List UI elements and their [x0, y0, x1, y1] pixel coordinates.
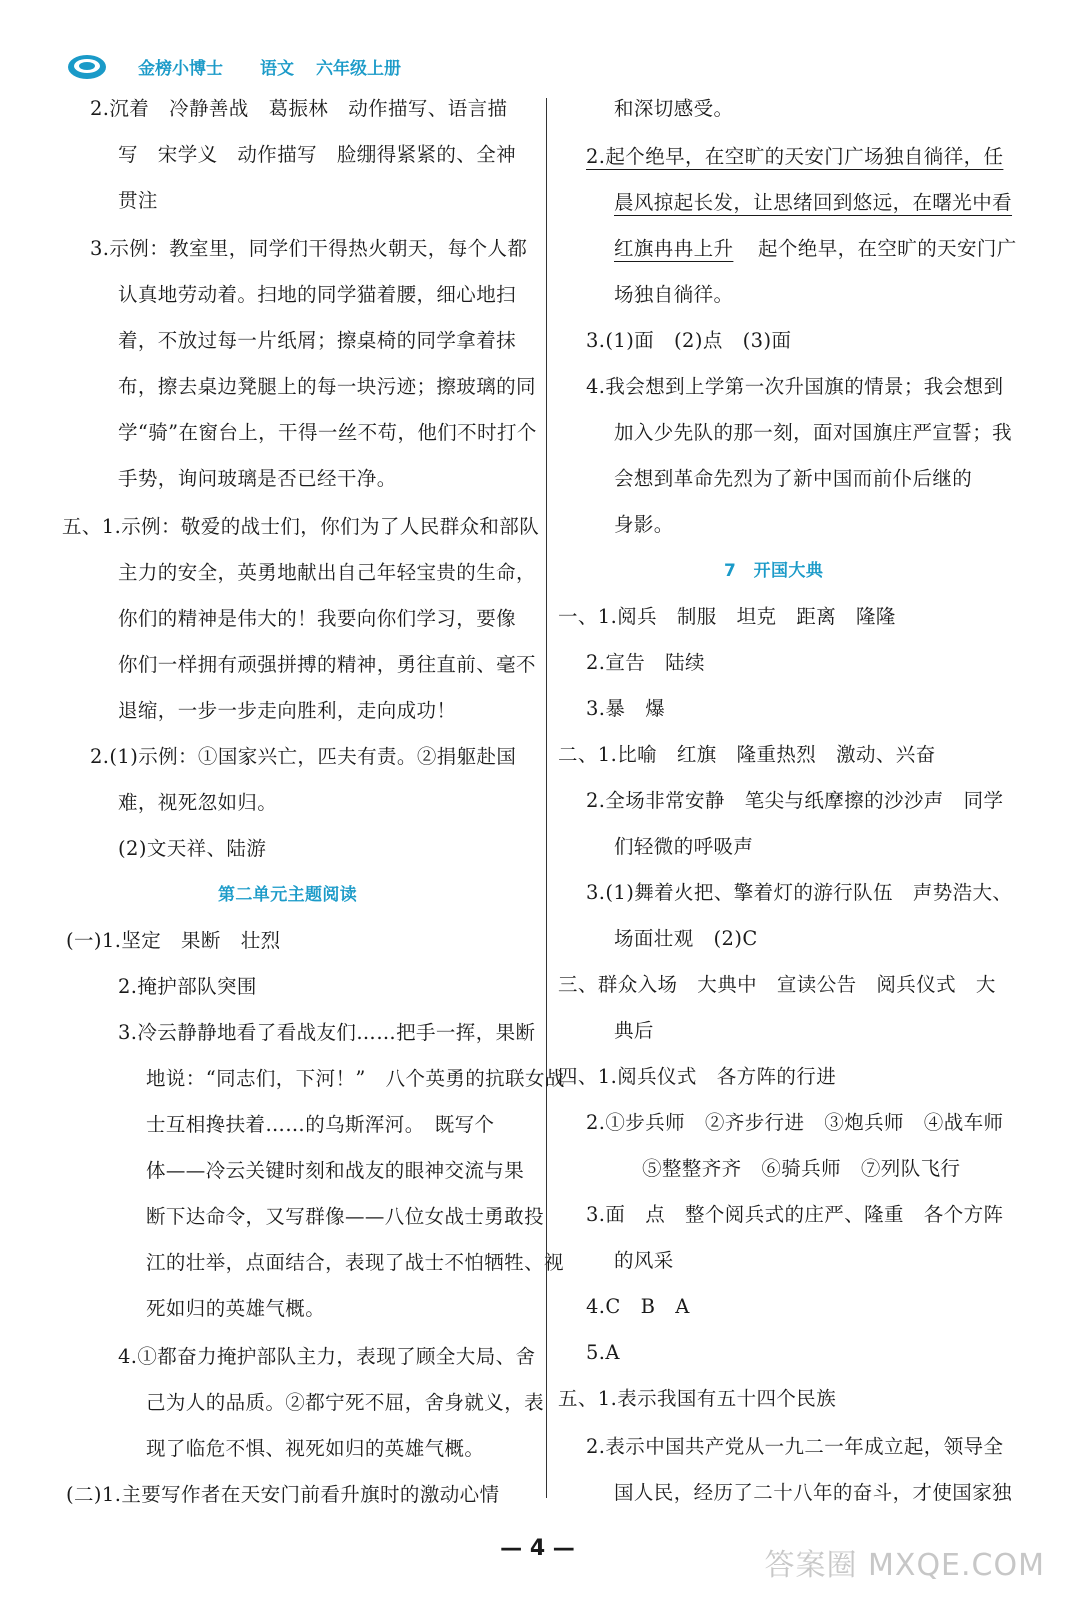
answer-line: (二)1.主要写作者在天安门前看升旗时的激动心情	[66, 1483, 500, 1506]
answer-line	[586, 142, 1003, 172]
answer-line: 的风采	[614, 1249, 674, 1272]
answer-line: 五、1.表示我国有五十四个民族	[558, 1387, 837, 1410]
answer-line: 们轻微的呼吸声	[614, 835, 754, 858]
answer-line: 手势，询问玻璃是否已经干净。	[118, 467, 397, 490]
answer-line: 主力的安全，英勇地献出自己年轻宝贵的生命，	[118, 561, 536, 584]
answer-line: 2.掩护部队突围	[118, 975, 257, 998]
answer-line: 二、1.比喻 红旗 隆重热烈 激动、兴奋	[558, 743, 936, 766]
answer-line: (2)文天祥、陆游	[118, 837, 267, 860]
brand-logo-icon	[66, 52, 108, 82]
answer-line: 四、1.阅兵仪式 各方阵的行进	[558, 1065, 837, 1088]
answer-line: 典后	[614, 1019, 654, 1042]
answer-line: 2.①步兵师 ②齐步行进 ③炮兵师 ④战车师	[586, 1111, 1004, 1134]
answer-line	[614, 234, 733, 264]
answer-line: 2.(1)示例：①国家兴亡，匹夫有责。②捐躯赴国	[90, 745, 517, 768]
answer-line: 3.冷云静静地看了看战友们……把手一挥，果断	[118, 1021, 536, 1044]
underlined-text: 晨风掠起长发，让思绪回到悠远，在曙光中看	[614, 191, 1013, 214]
answer-line: 5.A	[586, 1341, 620, 1364]
answer-line: 3.(1)舞着火把、擎着灯的游行队伍 声势浩大、	[586, 881, 1013, 904]
section-title: 第二单元主题阅读	[218, 885, 358, 905]
answer-line: 死如归的英雄气概。	[146, 1297, 326, 1320]
answer-line	[614, 188, 1012, 218]
answer-line: ⑤整整齐齐 ⑥骑兵师 ⑦列队飞行	[642, 1157, 961, 1180]
answer-line: 起个绝早，在空旷的天安门广	[758, 237, 1017, 260]
answer-line: 场独自徜徉。	[614, 283, 734, 306]
page-header	[60, 52, 620, 82]
answer-line: 三、群众入场 大典中 宣读公告 阅兵仪式 大	[558, 973, 996, 996]
answer-line: 士互相搀扶着……的乌斯浑河。 既写个	[146, 1113, 495, 1136]
answer-line: 难，视死忽如归。	[118, 791, 278, 814]
answer-line: 学“骑”在窗台上，干得一丝不苟，他们不时打个	[118, 421, 537, 444]
answer-line: 江的壮举，点面结合，表现了战士不怕牺牲、视	[146, 1251, 564, 1274]
answer-line: 五、1.示例：敬爱的战士们，你们为了人民群众和部队	[62, 515, 540, 538]
answer-line: 写 宋学义 动作描写 脸绷得紧紧的、全神	[118, 143, 517, 166]
watermark: 答案圈 MXQE.COM	[764, 1548, 1045, 1583]
answer-line: 会想到革命先烈为了新中国而前仆后继的	[614, 467, 973, 490]
answer-line: 退缩，一步一步走向胜利，走向成功！	[118, 699, 457, 722]
column-divider	[546, 98, 547, 1498]
answer-line: 2.全场非常安静 笔尖与纸摩擦的沙沙声 同学	[586, 789, 1004, 812]
answer-line: 身影。	[614, 513, 674, 536]
answer-line: 你们一样拥有顽强拼搏的精神，勇往直前、毫不	[118, 653, 536, 676]
answer-line: 认真地劳动着。扫地的同学猫着腰，细心地扫	[118, 283, 517, 306]
underlined-text: 2.起个绝早，在空旷的天安门广场独自徜徉，任	[586, 145, 1004, 168]
answer-line: 断下达命令，又写群像——八位女战士勇敢投	[146, 1205, 545, 1228]
answer-line: 4.C B A	[586, 1295, 690, 1318]
answer-line: 2.表示中国共产党从一九二一年成立起，领导全	[586, 1435, 1004, 1458]
answer-line: 现了临危不惧、视死如归的英雄气概。	[146, 1437, 485, 1460]
answer-line: 2.宣告 陆续	[586, 651, 705, 674]
subject-label: 语文	[260, 59, 294, 79]
answer-line: 和深切感受。	[614, 97, 734, 120]
answer-line: 体——冷云关键时刻和战友的眼神交流与果	[146, 1159, 525, 1182]
grade-label: 六年级上册	[316, 59, 401, 79]
answer-line: 加入少先队的那一刻，面对国旗庄严宣誓；我	[614, 421, 1013, 444]
answer-line: 3.暴 爆	[586, 697, 666, 720]
answer-line: 着，不放过每一片纸屑；擦桌椅的同学拿着抹	[118, 329, 517, 352]
answer-line: 你们的精神是伟大的！我要向你们学习，要像	[118, 607, 517, 630]
answer-line: 3.示例：教室里，同学们干得热火朝天，每个人都	[90, 237, 528, 260]
answer-line: 4.我会想到上学第一次升国旗的情景；我会想到	[586, 375, 1004, 398]
answer-line: 3.(1)面 (2)点 (3)面	[586, 329, 792, 352]
answer-line: (一)1.坚定 果断 壮烈	[66, 929, 281, 952]
answer-line: 己为人的品质。②都宁死不屈，舍身就义，表	[146, 1391, 545, 1414]
page-number: — 4 —	[500, 1536, 575, 1561]
answer-line: 国人民，经历了二十八年的奋斗，才使国家独	[614, 1481, 1013, 1504]
answer-line: 布，擦去桌边凳腿上的每一块污迹；擦玻璃的同	[118, 375, 536, 398]
answer-line: 一、1.阅兵 制服 坦克 距离 隆隆	[558, 605, 896, 628]
brand-name: 金榜小博士	[138, 59, 223, 79]
answer-line: 3.面 点 整个阅兵式的庄严、隆重 各个方阵	[586, 1203, 1004, 1226]
answer-line: 贯注	[118, 189, 158, 212]
section-title: 7 开国大典	[724, 561, 824, 581]
answer-line: 2.沉着 冷静善战 葛振林 动作描写、语言描	[90, 97, 508, 120]
answer-line: 场面壮观 (2)C	[614, 927, 758, 950]
answer-line: 4.①都奋力掩护部队主力，表现了顾全大局、舍	[118, 1345, 536, 1368]
underlined-text: 红旗冉冉上升	[614, 237, 734, 260]
answer-line: 地说：“同志们，下河！” 八个英勇的抗联女战	[146, 1067, 565, 1090]
